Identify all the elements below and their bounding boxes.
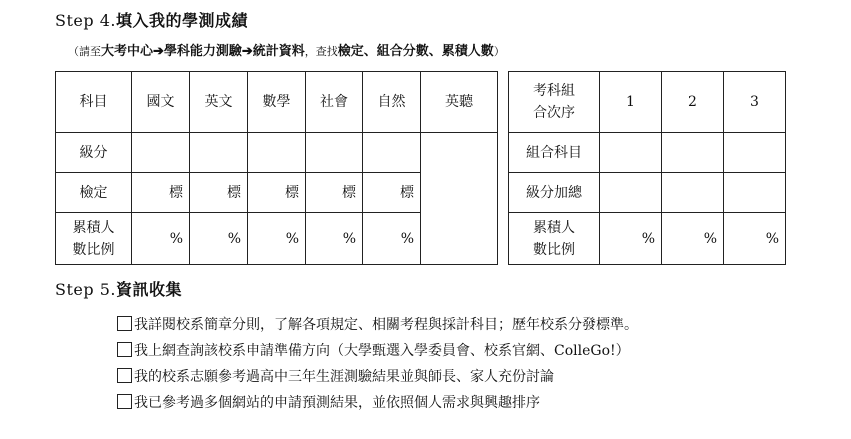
combo-cumulative-cell-1[interactable]: %	[600, 213, 662, 265]
combo-subjects-row	[509, 133, 786, 173]
level-label: 級分	[56, 133, 132, 173]
level-cell-social[interactable]	[306, 133, 363, 173]
standard-cell-chinese[interactable]: 標	[132, 173, 190, 213]
step5-heading	[55, 277, 182, 300]
combo-cumulative-row	[509, 213, 786, 265]
cumulative-cell-math[interactable]: %	[248, 213, 306, 265]
checklist-item-text: 我已參考過多個網站的申請預測結果，並依照個人需求與興趣排序	[134, 395, 540, 411]
header-science: 自然	[363, 72, 421, 133]
checklist-item-text: 我詳閱校系簡章分則，了解各項規定、相關考程與採計科目；歷年校系分發標準。	[134, 317, 638, 333]
checklist-item	[117, 393, 638, 419]
combo-sum-label: 級分加總	[509, 173, 600, 213]
combo-sum-cell-3[interactable]	[724, 173, 786, 213]
header-listening: 英聽	[421, 72, 498, 133]
checklist	[117, 315, 638, 419]
combo-sum-cell-1[interactable]	[600, 173, 662, 213]
header-subject: 科目	[56, 72, 132, 133]
cumulative-label	[56, 213, 132, 265]
header-math: 數學	[248, 72, 306, 133]
combo-col-3: 3	[724, 72, 786, 133]
checkbox[interactable]	[117, 316, 132, 331]
combo-cumulative-cell-3[interactable]: %	[724, 213, 786, 265]
combo-sum-cell-2[interactable]	[662, 173, 724, 213]
checklist-item	[117, 341, 638, 367]
combo-subjects-cell-3[interactable]	[724, 133, 786, 173]
instruction-line	[68, 40, 505, 59]
instruction-mid: ，查找	[304, 45, 338, 58]
combo-col-1: 1	[600, 72, 662, 133]
combo-header-line1: 考科組	[533, 83, 575, 99]
level-cell-math[interactable]	[248, 133, 306, 173]
standard-label: 檢定	[56, 173, 132, 213]
standard-cell-science[interactable]: 標	[363, 173, 421, 213]
checklist-item-text: 我的校系志願參考過高中三年生涯測驗結果並與師長、家人充份討論	[134, 369, 554, 385]
instruction-path: 大考中心➔學科能力測驗➔統計資料	[101, 44, 305, 59]
level-cell-science[interactable]	[363, 133, 421, 173]
listening-cell[interactable]	[421, 133, 498, 265]
combo-header-label	[509, 72, 600, 133]
step5-title: 資訊收集	[115, 280, 182, 299]
combo-cumulative-line1: 累積人	[533, 219, 575, 236]
header-chinese: 國文	[132, 72, 190, 133]
checklist-item	[117, 367, 638, 393]
checkbox[interactable]	[117, 368, 132, 383]
step5-label: Step 5.	[55, 280, 116, 299]
level-cell-chinese[interactable]	[132, 133, 190, 173]
cumulative-cell-social[interactable]: %	[306, 213, 363, 265]
step4-heading	[55, 8, 248, 31]
standard-cell-social[interactable]: 標	[306, 173, 363, 213]
combo-sum-row	[509, 173, 786, 213]
combo-subjects-cell-1[interactable]	[600, 133, 662, 173]
cumulative-cell-chinese[interactable]: %	[132, 213, 190, 265]
checklist-item	[117, 315, 638, 341]
cumulative-cell-science[interactable]: %	[363, 213, 421, 265]
combo-header-line2: 合次序	[533, 105, 575, 121]
checkbox[interactable]	[117, 394, 132, 409]
combo-subjects-label: 組合科目	[509, 133, 600, 173]
cumulative-label-line1: 累積人	[72, 219, 115, 236]
step4-title: 填入我的學測成績	[115, 11, 248, 30]
standard-cell-english[interactable]: 標	[190, 173, 248, 213]
level-cell-english[interactable]	[190, 133, 248, 173]
combo-cumulative-label	[509, 213, 600, 265]
combo-cumulative-cell-2[interactable]: %	[662, 213, 724, 265]
instruction-close: ）	[493, 45, 505, 58]
instruction-targets: 檢定、組合分數、累積人數	[337, 44, 494, 59]
score-header-row	[56, 72, 498, 133]
cumulative-label-line2: 數比例	[72, 241, 115, 258]
combination-table	[508, 71, 786, 265]
step4-label: Step 4.	[55, 11, 116, 30]
combo-subjects-cell-2[interactable]	[662, 133, 724, 173]
cumulative-cell-english[interactable]: %	[190, 213, 248, 265]
instruction-open: （請至	[68, 45, 101, 58]
level-row	[56, 133, 498, 173]
header-english: 英文	[190, 72, 248, 133]
checkbox[interactable]	[117, 342, 132, 357]
combo-header-row	[509, 72, 786, 133]
combo-col-2: 2	[662, 72, 724, 133]
combo-cumulative-line2: 數比例	[533, 241, 575, 258]
standard-cell-math[interactable]: 標	[248, 173, 306, 213]
checklist-item-text: 我上網查詢該校系申請準備方向（大學甄選入學委員會、校系官網、ColleGo!）	[134, 343, 630, 359]
score-table	[55, 71, 498, 265]
header-social: 社會	[306, 72, 363, 133]
